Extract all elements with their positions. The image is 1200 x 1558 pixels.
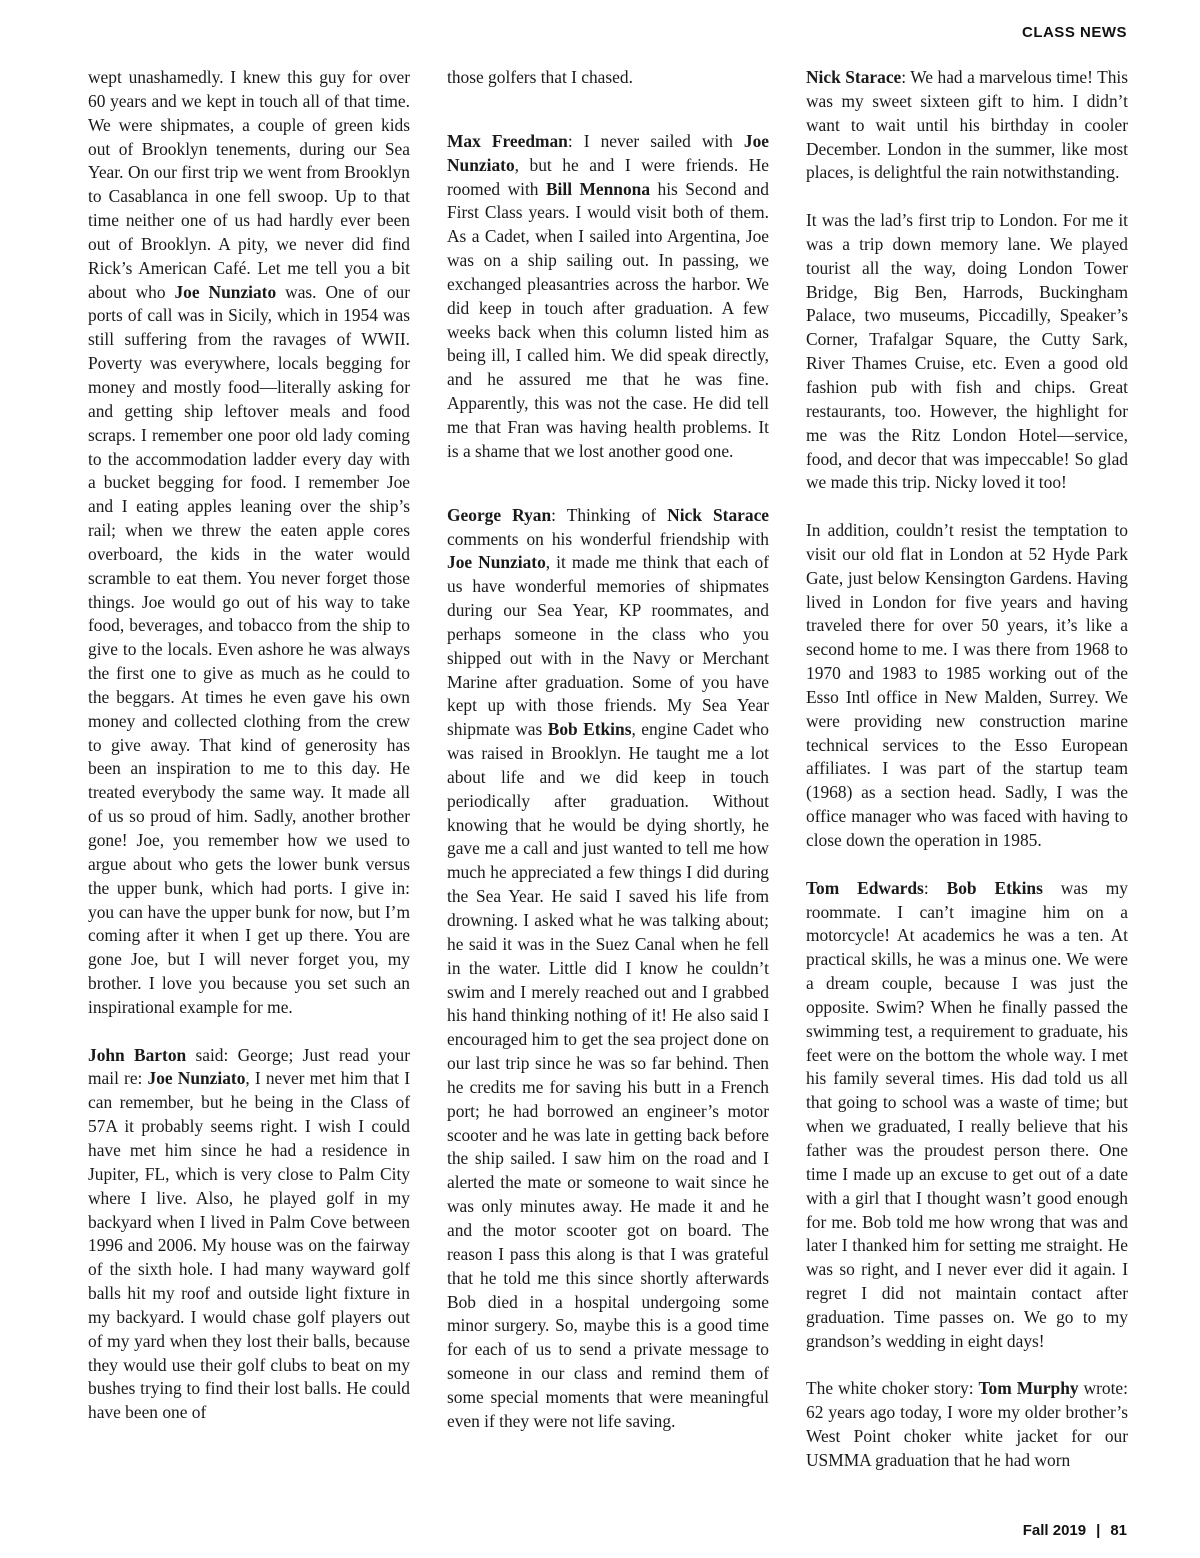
page-footer <box>1023 1522 1127 1539</box>
paragraph-nick-starace: Nick Starace: We had a marvelous time! This was my sweet sixteen gift to him. I didn’t want to wait until his birthday in cooler December. London in the summer, like most places, is delightful the rain notwithstanding. <box>806 67 1129 183</box>
person-name: Nick Starace <box>667 504 770 525</box>
column-2 <box>447 66 769 1486</box>
page-number: 81 <box>1110 1522 1127 1539</box>
paragraph-tom-murphy: The white choker story: Tom Murphy wrote: 62 years ago today, I wore my older brother’s West Point choker white jacket for our USMMA graduation that he had worn <box>806 1378 1128 1470</box>
person-name: Max Freedman <box>447 130 568 151</box>
section-header: CLASS NEWS <box>1021 24 1127 41</box>
person-name: Tom Edwards <box>806 877 924 898</box>
person-name: Joe Nunziato <box>174 281 277 302</box>
person-name: Bob Etkins <box>946 877 1043 898</box>
footer-separator: | <box>1096 1522 1101 1539</box>
person-name: Joe Nunziato <box>447 552 546 573</box>
person-name: Joe Nunziato <box>447 130 769 175</box>
issue-label: Fall 2019 <box>1022 1522 1087 1539</box>
paragraph-nunziato-tribute: wept unashamedly. I knew this guy for over 60 years and we kept in touch all of that time. We were shipmates, a couple of green kids out of Brooklyn tenements, during our Sea Year. On our first trip we went from Brooklyn to Casablanca in one fell swoop. Up to that time neither one of us had hardly ever been out of Brooklyn. A pity, we never did find Rick’s American Café. Let me tell you a bit about who Joe Nunziato was. One of our ports of call was in Sicily, which in 1954 was still suffering from the ravages of WWII. Poverty was everywhere, locals begging for money and mostly food—literally asking for and getting ship leftover meals and food scraps. I remember one poor old lady coming to the accommodation ladder every day with a bucket begging for food. I remember Joe and I eating apples leaning over the ship’s rail; when we threw the eaten apple cores overboard, the kids in the water would scramble to eat them. You never forget those things. Joe would go out of his way to take food, beverages, and tobacco from the ship to give to the locals. Even ashore he was always the first one to give as much as he could to the beggars. At times he even gave his own money and collected clothing from the crew to give away. That kind of generosity has been an inspiration to me to this day. He treated everybody the same way. It made all of us so proud of him. Sadly, another brother gone! Joe, you remember how we used to argue about who gets the lower bunk versus the upper bunk, which had ports. I give in: you can have the upper bunk for now, but I’m coming after it when I get up there. You are gone Joe, but I will never forget you, my brother. I love you because you set such an inspirational example for me. <box>88 67 410 1017</box>
paragraph-tom-edwards: Tom Edwards: Bob Etkins was my roommate. I can’t imagine him on a motorcycle! At academics he was a ten. At practical skills, he was a minus one. We were a dream couple, because I was just the opposite. Swim? When he finally passed the swimming test, a requirement to graduate, his feet were on the bottom the whole way. I met his family several times. His dad told us all that going to school was a waste of time; but when we graduated, I really believe that his father was the proudest person there. One time I made up an excuse to get out of a date with a girl that I thought wasn’t good enough for me. Bob told me how wrong that was and later I thanked him for setting me straight. He was so right, and I never ever did it again. I regret I did not maintain contact after graduation. Time passes on. We go to my grandson’s wedding in eight days! <box>806 877 1128 1351</box>
column-3 <box>806 66 1128 1486</box>
paragraph-continuation: those golfers that I chased. <box>447 67 633 87</box>
article-body <box>88 66 1128 1486</box>
paragraph-john-barton: John Barton said: George; Just read your mail re: Joe Nunziato, I never met him that I can remember, but he being in the Class of 57A it probably seems right. I wish I could have met him since he had a residence in Jupiter, FL, which is very close to Palm City where I live. Also, he played golf in my backyard when I lived in Palm Cove between 1996 and 2006. My house was on the fairway of the sixth hole. I had many wayward golf balls hit my roof and outside light fixture in my backyard. I would chase golf players out of my yard when they lost their balls, because they would use their golf clubs to beat on my bushes trying to find their lost balls. He could have been one of <box>88 1044 410 1423</box>
paragraph-london-flat: In addition, couldn’t resist the temptation to visit our old flat in London at 52 Hyde Park Gate, just below Kensington Gardens. Having lived in London for five years and having traveled there for over 50 years, it’s like a second home to me. I was there from 1968 to 1970 and 1983 to 1985 working out of the Esso Intl office in New Malden, Surrey. We were providing new construction marine technical services to the Esso European affiliates. I was part of the startup team (1968) as a section head. Sadly, I was the office manager who was faced with having to close down the operation in 1985. <box>806 520 1128 850</box>
paragraph-max-freedman: Max Freedman: I never sailed with Joe Nunziato, but he and I were friends. He roomed with Bill Mennona his Second and First Class years. I would visit both of them. As a Cadet, when I sailed into Argentina, Joe was on a ship sailing out. In passing, we exchanged pleasantries across the harbor. We did keep in touch after graduation. A few weeks back when this column listed him as being ill, I called him. We did speak directly, and he assured me that he was fine. Apparently, this was not the case. He did tell me that Fran was having health problems. It is a shame that we lost another good one. <box>447 130 769 461</box>
paragraph-george-ryan: George Ryan: Thinking of Nick Starace comments on his wonderful friendship with Joe Nunziato, it made me think that each of us have wonderful memories of shipmates during our Sea Year, KP roommates, and perhaps someone in the class who you shipped out with in the Navy or Merchant Marine after graduation. Some of you have kept up with those friends. My Sea Year shipmate was Bob Etkins, engine Cadet who was raised in Brooklyn. He taught me a lot about life and we did keep in touch periodically after graduation. Without knowing that he would be dying shortly, he gave me a call and just wanted to tell me how much he appreciated a few things I did during the Sea Year. He said I saved his life from drowning. I asked what he was talking about; he said it was in the Suez Canal when he fell in the water. Little did I know he couldn’t swim and I merely reached out and I grabbed his hand thinking nothing of it! He also said I encouraged him to get the sea project done on our last trip since he was so far behind. Then he credits me for saving his butt in a French port; he had borrowed an engineer’s motor scooter and he was late in getting back before the ship sailed. I saw him on the road and I alerted the mate or someone to wait since he was only minutes away. He made it and he and the motor scooter got on board. The reason I pass this along is that I was grateful that he told me this since shortly afterwards Bob died in a hospital undergoing some minor surgery. So, maybe this is a good time for each of us to send a private message to someone in our class and remind them of some special moments that were meaningful even if they were not life saving. <box>447 504 770 1431</box>
column-1 <box>88 66 410 1486</box>
person-name: Joe Nunziato <box>147 1068 246 1089</box>
person-name: George Ryan <box>447 504 552 525</box>
person-name: John Barton <box>88 1044 187 1065</box>
person-name: Nick Starace <box>806 67 902 87</box>
paragraph-london-trip: It was the lad’s first trip to London. For me it was a trip down memory lane. We played tourist all the way, doing London Tower Bridge, Big Ben, Harrods, Buckingham Palace, two museums, Piccadilly, Speaker’s Corner, Trafalgar Square, the Cutty Sark, River Thames Cruise, etc. Even a good old fashion pub with fish and chips. Great restaurants, too. However, the highlight for me was the Ritz London Hotel—service, food, and decor that was impeccable! So glad we made this trip. Nicky loved it too! <box>806 210 1128 493</box>
person-name: Tom Murphy <box>978 1378 1079 1399</box>
person-name: Bill Mennona <box>545 178 651 199</box>
person-name: Bob Etkins <box>547 719 632 740</box>
